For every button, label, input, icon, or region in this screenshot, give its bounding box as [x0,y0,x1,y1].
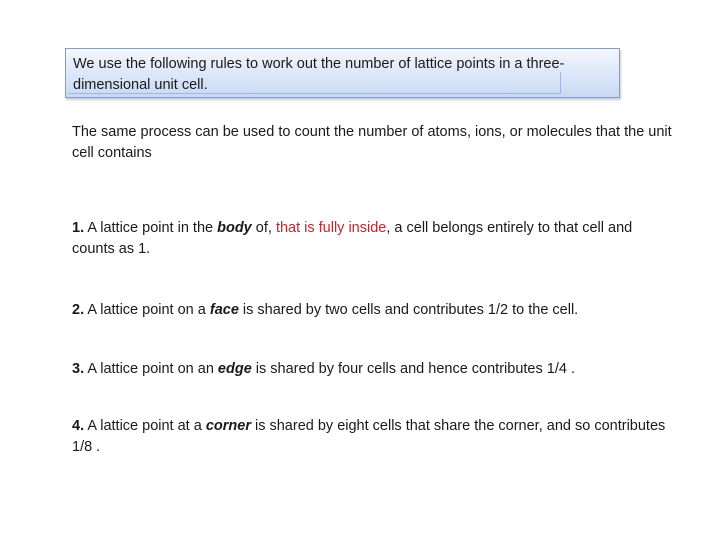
rule-4 [72,416,672,458]
rule-3-after: is shared by four cells and hence contributes 1/4 . [251,361,575,377]
rule-2-number: 2. [72,302,85,318]
rule-1-term: body [217,220,252,236]
rule-2 [72,300,672,321]
intro-callout-box [65,48,620,98]
rule-2-before: A lattice point on a [84,302,210,318]
rule-3-number: 3. [72,361,85,377]
rule-3-term: edge [217,361,252,377]
rule-1-before: A lattice point in the [84,220,218,236]
rule-4-term: corner [205,418,251,434]
rule-2-term: face [209,302,239,318]
rule-1-number: 1. [72,220,85,236]
rule-1-highlight: that is fully inside [275,220,387,236]
rule-3-before: A lattice point on an [84,361,218,377]
rule-4-before: A lattice point at a [84,418,206,434]
rule-3 [72,359,672,380]
rule-1 [72,218,672,260]
rule-2-after: is shared by two cells and contributes 1/2 to the cell. [238,302,579,318]
rule-1-after: , a cell belongs entirely to that cell and counts as 1. [72,220,633,257]
rule-4-number: 4. [72,418,85,434]
intro-text: We use the following rules to work out the number of lattice points in a three-dimensional unit cell. [73,56,565,93]
rule-4-after: is shared by eight cells that share the corner, and so contributes 1/8 . [72,418,666,455]
process-note: The same process can be used to count the number of atoms, ions, or molecules that the unit cell contains [72,124,672,161]
rule-1-middle: of, [251,220,276,236]
